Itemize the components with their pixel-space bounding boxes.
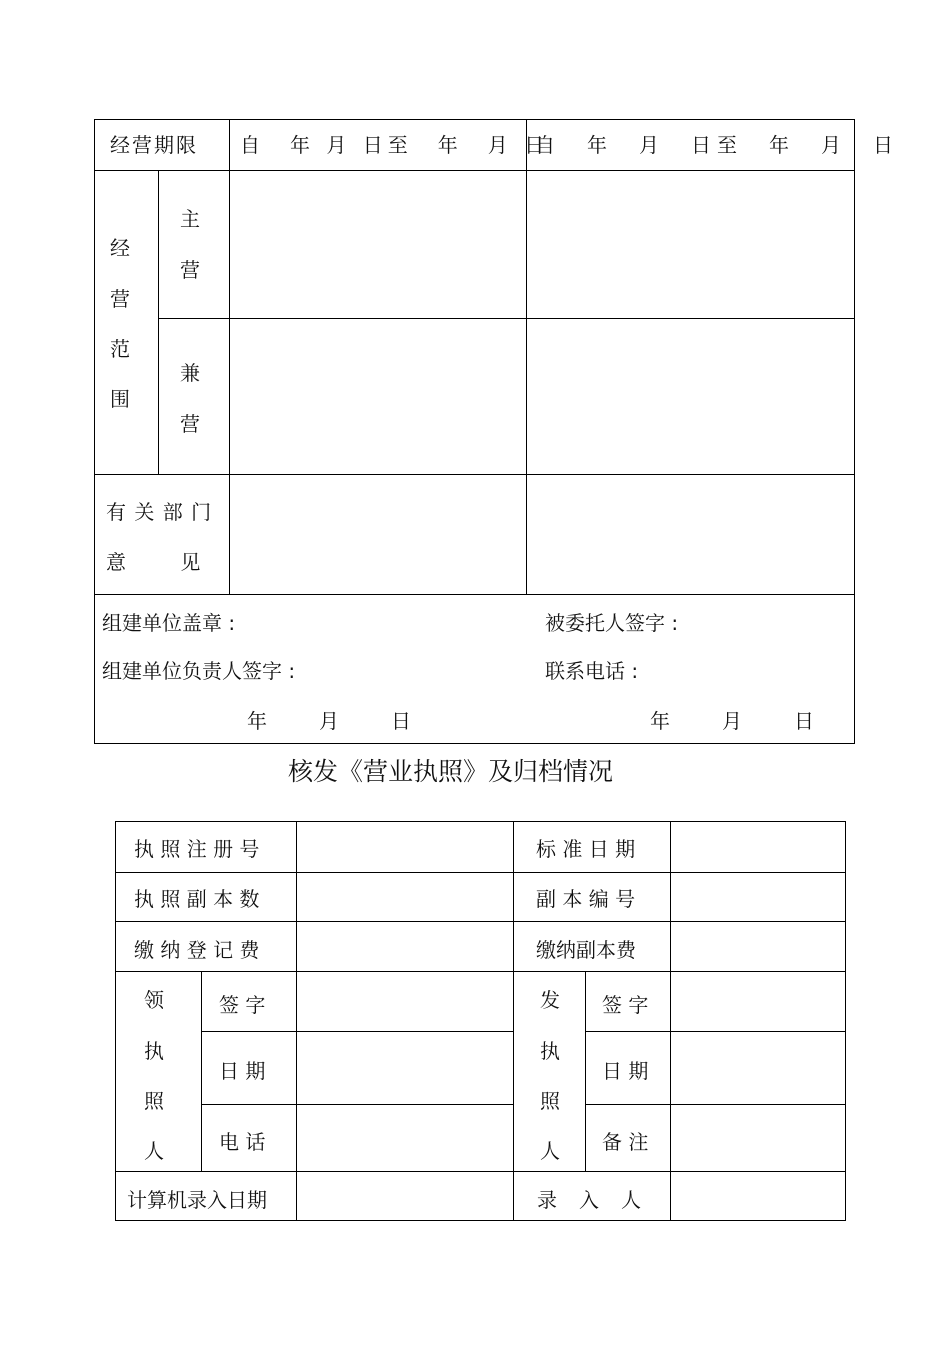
side-business-label-char: 营 [180, 412, 200, 436]
table-border-top [94, 119, 855, 120]
date-left: 年 月 日 [247, 709, 415, 733]
trustee-signature-label: 被委托人签字 : [545, 611, 679, 635]
period-value-1: 自 年 月 日至 年 月 日 [240, 133, 550, 157]
receiver-label-char: 执 [144, 1039, 164, 1063]
table-col-divider [158, 170, 159, 475]
table-col-divider [229, 119, 230, 595]
receiver-label-char: 照 [144, 1089, 164, 1113]
issuer-label-char: 人 [540, 1139, 560, 1163]
copy-count-label: 执 照 副 本 数 [134, 887, 260, 911]
table-border-top [115, 821, 846, 822]
entry-person-label: 录 入 人 [537, 1188, 642, 1212]
table-border-left [94, 119, 95, 744]
seal-label: 组建单位盖章 : [102, 611, 236, 635]
receiver-label-char: 人 [144, 1139, 164, 1163]
table-col-divider [670, 821, 671, 1221]
table-row-divider [94, 170, 855, 171]
date-right: 年 月 日 [650, 709, 818, 733]
table-row-divider [158, 318, 855, 319]
table-row-divider [94, 474, 855, 475]
receiver-date-label: 日 期 [219, 1059, 266, 1083]
table-row-divider [115, 1171, 846, 1172]
scope-label-char: 营 [110, 287, 130, 311]
opinion-label: 有 关 部 门 [106, 500, 213, 524]
opinion-label: 意 见 [106, 550, 203, 574]
table-border-left [115, 821, 116, 1221]
phone-label: 联系电话 : [545, 659, 639, 683]
leader-signature-label: 组建单位负责人签字 : [102, 659, 296, 683]
table-row-divider [115, 971, 846, 972]
table-row-divider [115, 872, 846, 873]
period-label: 经营期限 [110, 133, 198, 157]
table-col-divider [296, 821, 297, 1221]
section-title: 核发《营业执照》及归档情况 [288, 757, 614, 786]
table-border-bottom [94, 743, 855, 744]
table-border-right [854, 119, 855, 744]
issuer-date-label: 日 期 [602, 1059, 649, 1083]
table-row-divider [94, 594, 855, 595]
table-border-bottom [115, 1220, 846, 1221]
receiver-sign-label: 签 字 [219, 993, 266, 1017]
entry-date-label: 计算机录入日期 [127, 1188, 267, 1212]
receiver-label-char: 领 [144, 988, 164, 1012]
side-business-label-char: 兼 [180, 361, 200, 385]
scope-label-char: 围 [110, 387, 130, 411]
table-col-divider [585, 971, 586, 1172]
table-row-divider [201, 1031, 514, 1032]
remark-label: 备 注 [602, 1130, 649, 1154]
table-col-divider [513, 821, 514, 1221]
table-col-divider [201, 971, 202, 1172]
std-date-label: 标 准 日 期 [536, 837, 636, 861]
issuer-label-char: 发 [540, 988, 560, 1012]
copy-no-label: 副 本 编 号 [536, 887, 636, 911]
scope-label-char: 范 [110, 337, 130, 361]
reg-fee-label: 缴 纳 登 记 费 [134, 938, 260, 962]
scope-label-char: 经 [110, 236, 130, 260]
main-business-label-char: 营 [180, 258, 200, 282]
copy-fee-label: 缴纳副本费 [536, 938, 636, 962]
table-row-divider [115, 921, 846, 922]
issuer-label-char: 执 [540, 1039, 560, 1063]
table-col-divider [526, 119, 527, 595]
table-row-divider [201, 1104, 514, 1105]
period-value-2: 自 年 月 日至 年 月 日 [535, 133, 899, 157]
main-business-label-char: 主 [180, 207, 200, 231]
issuer-sign-label: 签 字 [602, 993, 649, 1017]
reg-no-label: 执 照 注 册 号 [134, 837, 260, 861]
table-row-divider [585, 1031, 846, 1032]
receiver-tel-label: 电 话 [219, 1130, 266, 1154]
issuer-label-char: 照 [540, 1089, 560, 1113]
table-row-divider [585, 1104, 846, 1105]
table-border-right [845, 821, 846, 1221]
